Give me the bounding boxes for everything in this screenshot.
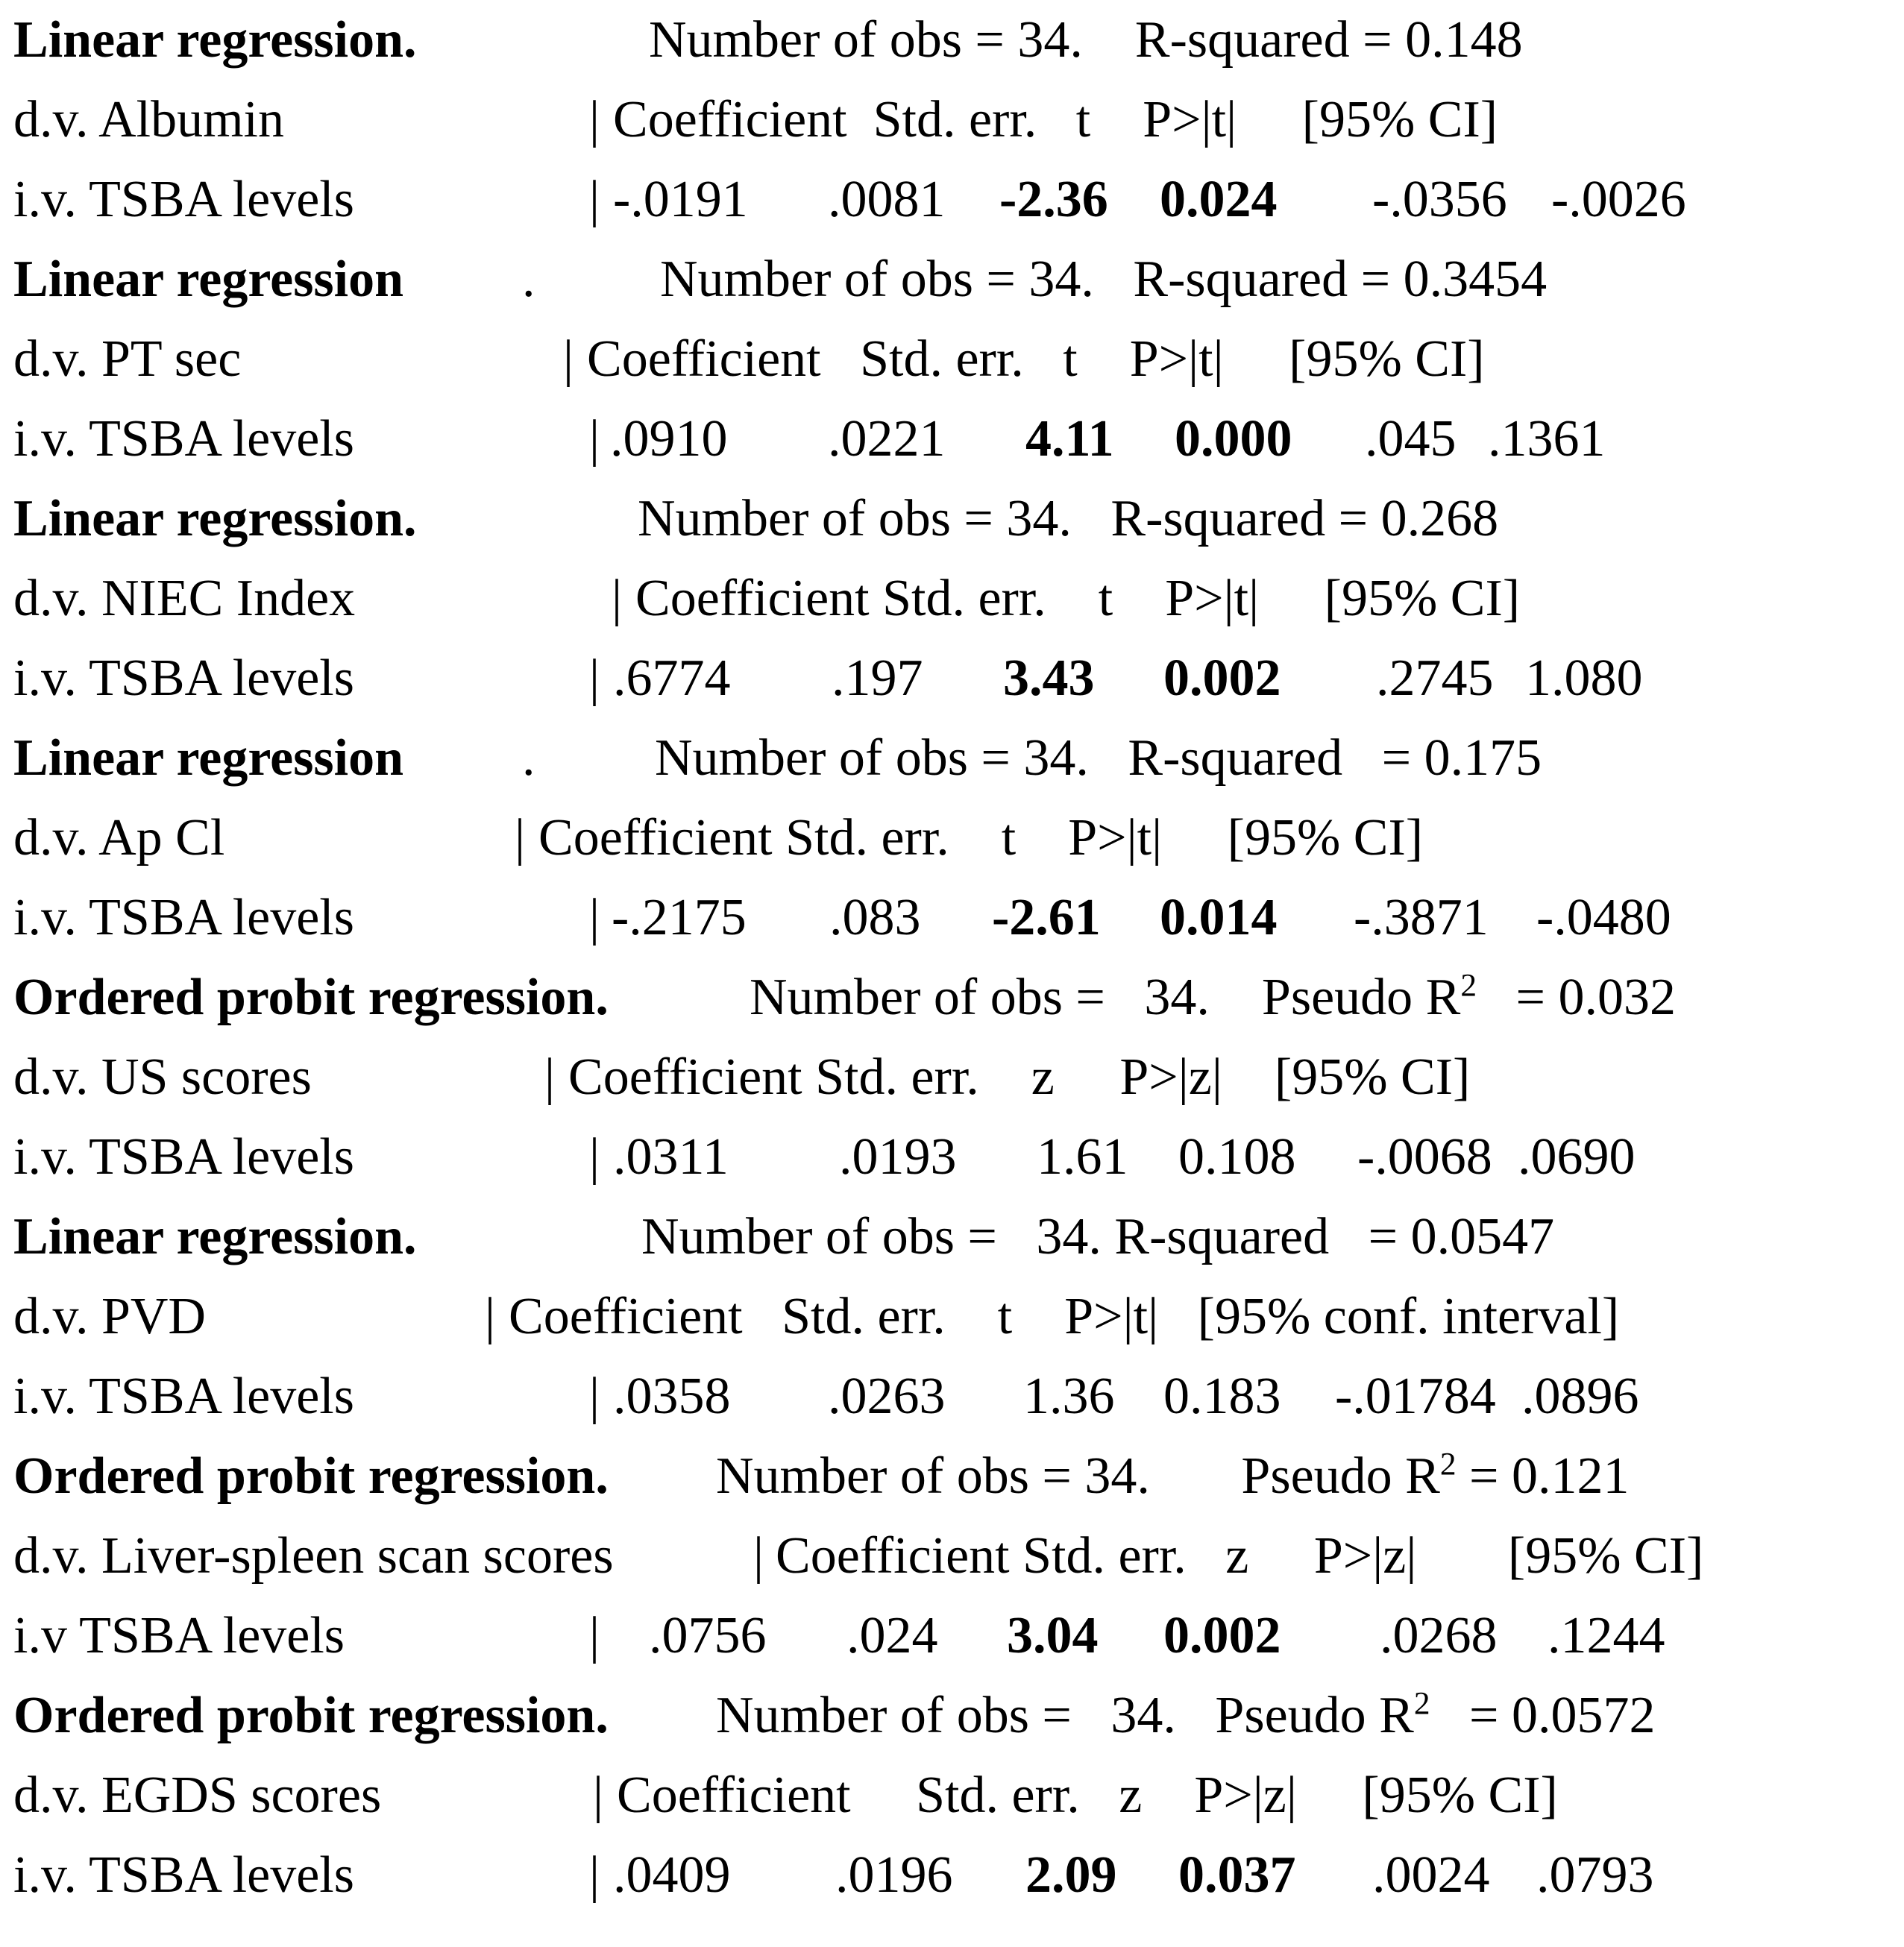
block-data-row xyxy=(0,878,1904,957)
test-statistic-value: 2.09 xyxy=(1025,1846,1117,1904)
independent-variable-label: i.v. TSBA levels xyxy=(13,410,354,468)
std-err-value: .0081 xyxy=(828,171,946,228)
independent-variable-label: i.v. TSBA levels xyxy=(13,1368,354,1425)
std-err-value: .0221 xyxy=(828,410,946,468)
column-divider-pipe: | xyxy=(589,1128,600,1186)
test-statistic-value: 4.11 xyxy=(1025,410,1114,468)
column-divider-pipe: | xyxy=(589,1607,600,1664)
block-data-row xyxy=(0,160,1904,239)
model-summary-prefix: Number of obs = 34. Pseudo R xyxy=(716,1447,1440,1505)
block-header-row xyxy=(0,80,1904,160)
independent-variable-label: i.v. TSBA levels xyxy=(13,171,354,228)
model-summary-text xyxy=(716,1436,1630,1516)
coefficient-value: .0358 xyxy=(613,1368,731,1425)
block-title-row xyxy=(0,239,1904,319)
ci-upper-value: -.0480 xyxy=(1536,889,1671,946)
ci-lower-value: -.0068 xyxy=(1357,1128,1492,1186)
block-header-row xyxy=(0,1516,1904,1596)
ci-upper-value: .1361 xyxy=(1488,410,1606,468)
column-headers-text: Coefficient Std. err. t P>|t| [95% CI] xyxy=(635,570,1521,627)
column-divider-pipe: | xyxy=(753,1527,764,1585)
block-title-row xyxy=(0,957,1904,1037)
dependent-variable-label: d.v. PVD xyxy=(13,1288,206,1345)
column-divider-pipe: | xyxy=(589,649,600,707)
std-err-value: .197 xyxy=(832,649,923,707)
p-value: 0.002 xyxy=(1163,649,1281,707)
independent-variable-label: i.v. TSBA levels xyxy=(13,1846,354,1904)
model-summary-text: Number of obs = 34. R-squared = 0.148 xyxy=(649,11,1523,69)
column-headers-text: Coefficient Std. err. t P>|t| [95% conf. interval] xyxy=(509,1288,1620,1345)
pseudo-r-squared-exponent: 2 xyxy=(1460,967,1477,1004)
block-title-row xyxy=(0,718,1904,798)
model-summary-text: Number of obs = 34. R-squared = 0.175 xyxy=(655,729,1542,787)
pseudo-r-squared-exponent: 2 xyxy=(1439,1446,1457,1482)
column-divider-pipe: | xyxy=(593,1767,604,1824)
column-divider-pipe: | xyxy=(589,171,600,228)
regression-type-period: . xyxy=(522,729,535,787)
ci-upper-value: .0896 xyxy=(1521,1368,1639,1425)
dependent-variable-label: d.v. NIEC Index xyxy=(13,570,356,627)
ci-lower-value: -.01784 xyxy=(1335,1368,1496,1425)
model-summary-text xyxy=(716,1676,1656,1755)
p-value: 0.024 xyxy=(1160,171,1278,228)
dependent-variable-label: d.v. PT sec xyxy=(13,330,242,388)
dependent-variable-label: d.v. Ap Cl xyxy=(13,809,225,866)
p-value: 0.014 xyxy=(1160,889,1278,946)
column-divider-pipe: | xyxy=(589,1368,600,1425)
dependent-variable-label: d.v. EGDS scores xyxy=(13,1767,382,1824)
regression-type-period: . xyxy=(522,251,535,308)
column-headers-text: Coefficient Std. err. t P>|t| [95% CI] xyxy=(587,330,1485,388)
independent-variable-label: i.v. TSBA levels xyxy=(13,649,354,707)
ci-lower-value: .0024 xyxy=(1372,1846,1490,1904)
coefficient-value: -.0191 xyxy=(613,171,748,228)
std-err-value: .083 xyxy=(829,889,921,946)
block-header-row xyxy=(0,798,1904,878)
model-summary-suffix: = 0.121 xyxy=(1456,1447,1630,1505)
model-summary-suffix: = 0.0572 xyxy=(1430,1687,1656,1744)
block-title-row xyxy=(0,1197,1904,1277)
column-divider-pipe: | xyxy=(589,410,600,468)
column-divider-pipe: | xyxy=(485,1288,496,1345)
block-title-row xyxy=(0,479,1904,559)
test-statistic-value: 1.61 xyxy=(1037,1128,1128,1186)
ci-upper-value: -.0026 xyxy=(1551,171,1686,228)
coefficient-value: -.2175 xyxy=(612,889,747,946)
block-data-row xyxy=(0,1835,1904,1915)
regression-type-label: Linear regression. xyxy=(13,1208,417,1265)
independent-variable-label: i.v. TSBA levels xyxy=(13,1128,354,1186)
model-summary-text xyxy=(750,957,1676,1037)
independent-variable-label: i.v. TSBA levels xyxy=(13,889,354,946)
dependent-variable-label: d.v. Liver-spleen scan scores xyxy=(13,1527,614,1585)
ci-upper-value: .1244 xyxy=(1548,1607,1665,1664)
ci-upper-value: 1.080 xyxy=(1525,649,1643,707)
p-value: 0.002 xyxy=(1163,1607,1281,1664)
std-err-value: .0193 xyxy=(839,1128,957,1186)
ci-lower-value: .0268 xyxy=(1380,1607,1498,1664)
regression-type-label: Ordered probit regression. xyxy=(13,1447,609,1505)
regression-type-label: Linear regression. xyxy=(13,490,417,547)
column-divider-pipe: | xyxy=(589,1846,600,1904)
column-divider-pipe: | xyxy=(589,889,600,946)
test-statistic-value: -2.36 xyxy=(999,171,1108,228)
column-headers-text: Coefficient Std. err. t P>|t| [95% CI] xyxy=(538,809,1424,866)
regression-type-label: Ordered probit regression. xyxy=(13,969,609,1026)
block-title-row xyxy=(0,0,1904,80)
coefficient-value: .6774 xyxy=(613,649,731,707)
column-divider-pipe: | xyxy=(515,809,526,866)
dependent-variable-label: d.v. Albumin xyxy=(13,91,284,148)
block-data-row xyxy=(0,1596,1904,1676)
coefficient-value: .0910 xyxy=(610,410,728,468)
ci-upper-value: .0793 xyxy=(1536,1846,1654,1904)
model-summary-suffix: = 0.032 xyxy=(1477,969,1677,1026)
test-statistic-value: -2.61 xyxy=(992,889,1101,946)
block-data-row xyxy=(0,1117,1904,1197)
p-value: 0.000 xyxy=(1175,410,1292,468)
regression-type-label: Linear regression. xyxy=(13,11,417,69)
block-title-row xyxy=(0,1436,1904,1516)
model-summary-text: Number of obs = 34. R-squared = 0.0547 xyxy=(641,1208,1555,1265)
block-data-row xyxy=(0,638,1904,718)
ci-upper-value: .0690 xyxy=(1518,1128,1636,1186)
std-err-value: .0196 xyxy=(835,1846,953,1904)
column-headers-text: Coefficient Std. err. z P>|z| [95% CI] xyxy=(617,1767,1558,1824)
dependent-variable-label: d.v. US scores xyxy=(13,1048,312,1106)
block-header-row xyxy=(0,1277,1904,1356)
model-summary-prefix: Number of obs = 34. Pseudo R xyxy=(716,1687,1414,1744)
coefficient-value: .0409 xyxy=(613,1846,731,1904)
block-data-row xyxy=(0,399,1904,479)
ci-lower-value: .045 xyxy=(1365,410,1457,468)
column-divider-pipe: | xyxy=(563,330,574,388)
block-header-row xyxy=(0,1755,1904,1835)
ci-lower-value: .2745 xyxy=(1376,649,1494,707)
block-header-row xyxy=(0,559,1904,638)
model-summary-text: Number of obs = 34. R-squared = 0.268 xyxy=(638,490,1499,547)
p-value: 0.037 xyxy=(1178,1846,1296,1904)
column-headers-text: Coefficient Std. err. z P>|z| [95% CI] xyxy=(776,1527,1704,1585)
block-data-row xyxy=(0,1356,1904,1436)
p-value: 0.108 xyxy=(1178,1128,1296,1186)
regression-type-label: Ordered probit regression. xyxy=(13,1687,609,1744)
model-summary-prefix: Number of obs = 34. Pseudo R xyxy=(750,969,1461,1026)
regression-type-label: Linear regression xyxy=(13,251,404,308)
block-title-row xyxy=(0,1676,1904,1755)
column-headers-text: Coefficient Std. err. t P>|t| [95% CI] xyxy=(613,91,1498,148)
column-headers-text: Coefficient Std. err. z P>|z| [95% CI] xyxy=(568,1048,1471,1106)
column-divider-pipe: | xyxy=(612,570,623,627)
test-statistic-value: 3.04 xyxy=(1007,1607,1099,1664)
model-summary-text: Number of obs = 34. R-squared = 0.3454 xyxy=(660,251,1548,308)
block-header-row xyxy=(0,1037,1904,1117)
coefficient-value: .0311 xyxy=(613,1128,729,1186)
pseudo-r-squared-exponent: 2 xyxy=(1413,1685,1430,1722)
ci-lower-value: -.0356 xyxy=(1372,171,1507,228)
test-statistic-value: 1.36 xyxy=(1023,1368,1115,1425)
coefficient-value: .0756 xyxy=(649,1607,767,1664)
test-statistic-value: 3.43 xyxy=(1003,649,1095,707)
independent-variable-label: i.v TSBA levels xyxy=(13,1607,345,1664)
std-err-value: .024 xyxy=(846,1607,938,1664)
column-divider-pipe: | xyxy=(589,91,600,148)
regression-type-label: Linear regression xyxy=(13,729,404,787)
std-err-value: .0263 xyxy=(828,1368,946,1425)
block-header-row xyxy=(0,319,1904,399)
p-value: 0.183 xyxy=(1163,1368,1281,1425)
column-divider-pipe: | xyxy=(544,1048,556,1106)
ci-lower-value: -.3871 xyxy=(1354,889,1489,946)
